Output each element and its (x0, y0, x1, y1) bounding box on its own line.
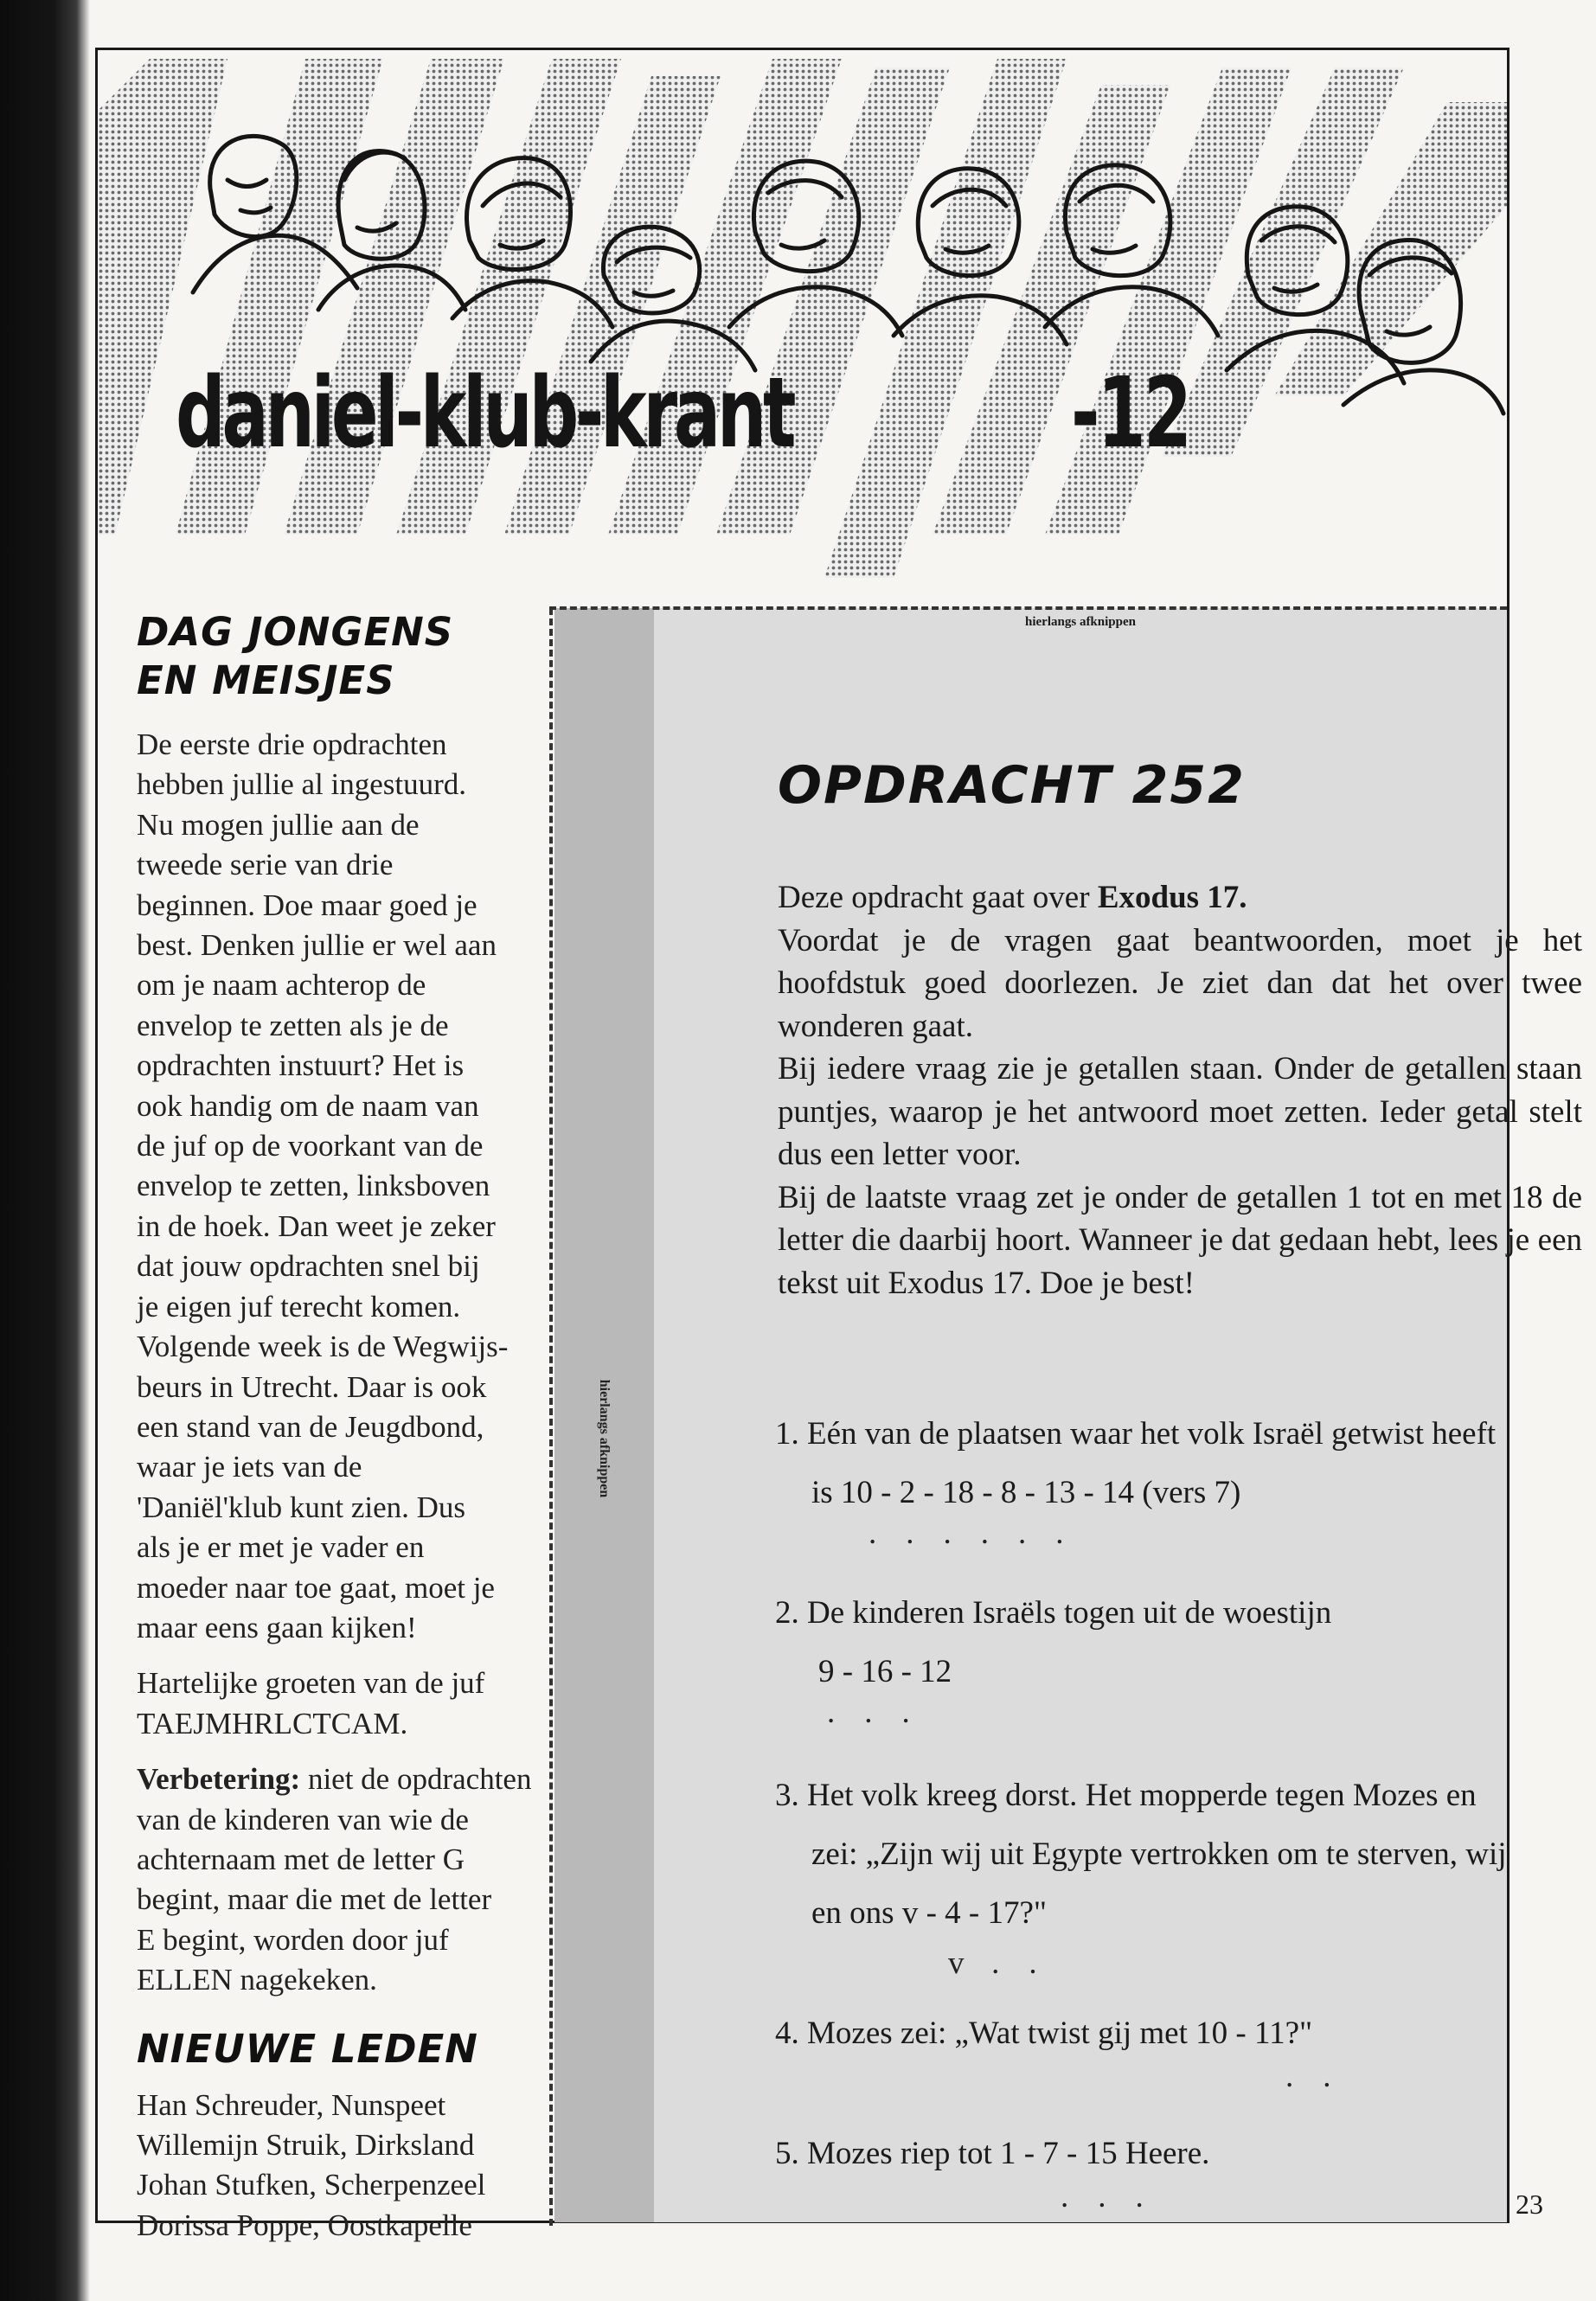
question-4-line-1: 4. Mozes zei: „Wat twist gij met 10 - 11?" (775, 2016, 1313, 2051)
issue-number: -12 (1071, 357, 1190, 470)
new-members-heading: NIEUWE LEDEN (137, 2025, 478, 2072)
body-line: 'Daniël'klub kunt zien. Dus (137, 1490, 466, 1524)
new-member: Willemijn Struik, Dirksland (137, 2128, 475, 2162)
correction-line: begint, maar die met de letter (137, 1882, 492, 1917)
sign-off-line: TAEJMHRLCTCAM. (137, 1706, 408, 1740)
new-member: Han Schreuder, Nunspeet (137, 2087, 446, 2122)
correction-label: Verbetering: (137, 1762, 301, 1797)
body-line: in de hoek. Dan weet je zeker (137, 1208, 496, 1243)
intro-prefix: Deze opdracht gaat over (778, 880, 1098, 915)
body-line: moeder naar toe gaat, moet je (137, 1570, 495, 1605)
body-line: tweede serie van drie (137, 848, 394, 882)
intro-paragraph: Voordat je de vragen gaat beantwoorden, moet je het hoofdstuk goed doorlezen. Je ziet dan dat het over twee wonderen gaat. (778, 922, 1582, 1044)
sign-off-line: Hartelijke groeten van de juf (137, 1666, 485, 1701)
question-2-answer-dots[interactable]: ... (827, 1695, 939, 1730)
question-1-line-2: is 10 - 2 - 18 - 8 - 13 - 14 (vers 7) (811, 1475, 1241, 1510)
assignment-intro (778, 876, 1582, 1304)
question-1-answer-dots[interactable]: ...... (869, 1516, 1093, 1551)
body-line: beurs in Utrecht. Daar is ook (137, 1369, 487, 1404)
newsletter-title: daniel-klub-krant (176, 357, 793, 470)
greeting-heading-line-2: EN MEISJES (137, 657, 395, 703)
correction-line: ELLEN nagekeken. (137, 1963, 377, 1997)
greeting-body (137, 725, 535, 2246)
body-line: maar eens gaan kijken! (137, 1610, 417, 1644)
intro-first-line (778, 876, 1582, 920)
body-line: een stand van de Jeugdbond, (137, 1409, 484, 1444)
question-1-line-1: 1. Eén van de plaatsen waar het volk Israël getwist heeft (775, 1416, 1497, 1452)
body-line: waar je iets van de (137, 1450, 362, 1484)
correction-first-line (137, 1759, 535, 1799)
correction-line: E begint, worden door juf (137, 1922, 449, 1957)
page-number: 23 (1516, 2189, 1543, 2220)
question-3-line-1: 3. Het volk kreeg dorst. Het mopperde tegen Mozes en (775, 1778, 1477, 1813)
cut-line-horizontal (549, 606, 1507, 610)
question-2-line-1: 2. De kinderen Israëls togen uit de woestijn (775, 1595, 1332, 1631)
body-line: envelop te zetten als je de (137, 1008, 449, 1042)
assignment-panel (654, 608, 1582, 2222)
body-line: envelop te zetten, linksboven (137, 1169, 490, 1203)
body-line: Nu mogen jullie aan de (137, 807, 420, 842)
question-4-answer-dots[interactable]: .. (1285, 2059, 1361, 2094)
body-line: beginnen. Doe maar goed je (137, 888, 478, 922)
intro-paragraph: Bij iedere vraag zie je getallen staan. Onder de getallen staan puntjes, waarop je het antwoord moet zetten. Ieder getal stelt dus een letter voor. (778, 1051, 1582, 1172)
question-3-answer-dots[interactable]: v.. (948, 1945, 1067, 1981)
cut-line-label: hierlangs afknippen (1025, 615, 1136, 629)
body-line: om je naam achterop de (137, 968, 426, 1003)
greeting-heading-line-1: DAG JONGENS (137, 609, 454, 655)
body-line: Volgende week is de Wegwijs- (137, 1330, 509, 1364)
page-frame (95, 48, 1582, 2242)
body-line: als je er met je vader en (137, 1530, 425, 1565)
question-2-line-2: 9 - 16 - 12 (818, 1654, 952, 1689)
binding-edge (0, 0, 90, 2301)
body-line: best. Denken jullie er wel aan (137, 928, 497, 963)
body-line: hebben jullie al ingestuurd. (137, 767, 467, 802)
body-line: je eigen juf terecht komen. (137, 1289, 461, 1324)
assignment-title: OPDRACHT 252 (778, 755, 1246, 816)
body-line: opdrachten instuurt? Het is (137, 1048, 465, 1083)
body-line: De eerste drie opdrachten (137, 727, 447, 761)
body-line: dat jouw opdrachten snel bij (137, 1249, 480, 1284)
new-member: Dorissa Poppe, Oostkapelle (137, 2208, 472, 2242)
cut-line-label-vertical: hierlangs afknippen (597, 1379, 612, 1498)
body-line: de juf op de voorkant van de (137, 1129, 484, 1163)
correction-text: niet de opdrachten (300, 1762, 532, 1797)
body-line: ook handig om de naam van (137, 1088, 479, 1123)
correction-line: van de kinderen van wie de (137, 1802, 469, 1836)
cut-line-vertical (549, 608, 553, 2226)
question-3-line-3: en ons v - 4 - 17?" (811, 1895, 1047, 1931)
intro-paragraph: Bij de laatste vraag zet je onder de getallen 1 tot en met 18 de letter die daarbij hoort. Wanneer je dat gedaan hebt, lees je een tekst uit Exodus 17. Doe je best! (778, 1179, 1582, 1301)
correction-line: achternaam met de letter G (137, 1842, 465, 1876)
new-member: Johan Stufken, Scherpenzeel (137, 2168, 486, 2202)
question-5-answer-dots[interactable]: ... (1061, 2179, 1173, 2214)
intro-reference: Exodus 17. (1097, 880, 1247, 915)
header-illustration (98, 50, 1507, 604)
question-5-line-1: 5. Mozes riep tot 1 - 7 - 15 Heere. (775, 2136, 1210, 2171)
question-3-line-2: zei: „Zijn wij uit Egypte vertrokken om te sterven, wij (811, 1836, 1507, 1872)
